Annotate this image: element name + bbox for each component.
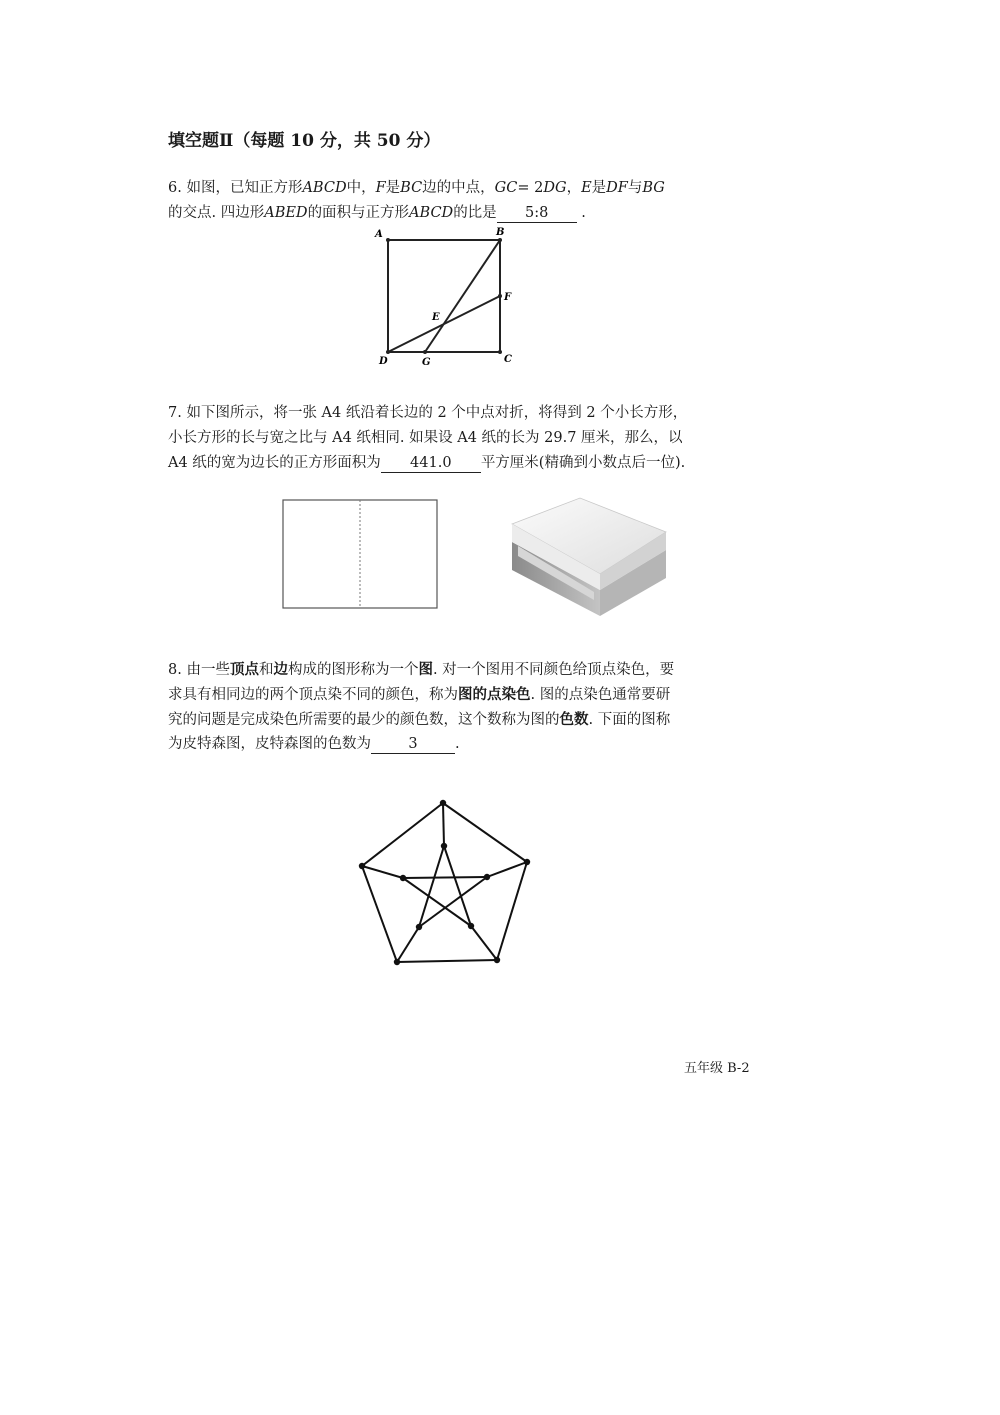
question-number: 8. [168,662,182,678]
edge [419,846,444,927]
vertex [440,800,446,806]
point-b [498,238,502,242]
paper-stack-photo [500,490,680,620]
square-diagram [370,222,520,372]
square-abcd [388,240,500,352]
question-6-line-1: 6. 如图，已知正方形ABCD中，F是BC边的中点，GC= 2DG，E是DF与BG [168,180,665,196]
label-e: E [432,312,440,323]
edge [403,878,471,926]
answer-blank-8[interactable]: 3 [371,735,455,754]
edge [443,803,444,846]
label-b: B [496,227,505,238]
question-7-line-3: A4 纸的宽为边长的正方形面积为 441.0 平方厘米(精确到小数点后一位). [168,455,686,471]
point-g [423,350,427,354]
point-a [386,238,390,242]
label-d: D [379,356,388,367]
page-footer: 五年级 B-2 [684,1061,750,1076]
vertex [400,875,406,881]
edge [362,866,403,878]
segment-bg [425,240,500,352]
edge [487,862,527,877]
vertex [441,843,447,849]
point-d [386,350,390,354]
question-number: 6. [168,180,182,196]
question-6-line-2: 的交点. 四边形ABED的面积与正方形ABCD的比是 5:8 . [168,205,586,221]
vertex [468,923,474,929]
label-a: A [375,229,383,240]
vertex [484,874,490,880]
question-8-line-3: 究的问题是完成染色所需要的最少的颜色数，这个数称为图的色数. 下面的图称 [168,711,671,728]
question-8-line-2: 求具有相同边的两个顶点染不同的颜色，称为图的点染色. 图的点染色通常要研 [168,686,671,703]
answer-blank-6[interactable]: 5:8 [497,204,577,223]
edge [397,927,419,962]
edge [397,960,497,962]
edge [497,862,527,960]
edge [444,846,471,926]
edge [443,803,527,862]
vertex [524,859,530,865]
label-f: F [504,292,512,303]
edge [471,926,497,960]
label-c: C [504,354,512,365]
point-f [498,294,502,298]
question-8-line-1: 8. 由一些顶点和边构成的图形称为一个图. 对一个图用不同颜色给顶点染色，要 [168,661,675,678]
petersen-graph [345,790,545,980]
vertex [394,959,400,965]
edge [403,877,487,878]
edge [362,866,397,962]
question-number: 7. [168,405,182,421]
question-8-line-4: 为皮特森图，皮特森图的色数为 3 . [168,736,460,752]
folded-a4-diagram [275,490,445,620]
vertex [359,863,365,869]
section-title: 填空题Ⅱ（每题 10 分，共 50 分） [168,131,441,151]
point-c [498,350,502,354]
edge [419,877,487,927]
vertex [416,924,422,930]
edge [362,803,443,866]
answer-blank-7[interactable]: 441.0 [381,454,481,473]
question-7-line-2: 小长方形的长与宽之比与 A4 纸相同. 如果设 A4 纸的长为 29.7 厘米，那么，以 [168,430,683,446]
label-g: G [422,357,431,368]
question-7-line-1: 7. 如下图所示，将一张 A4 纸沿着长边的 2 个中点对折，将得到 2 个小长方形， [168,405,688,421]
vertex [494,957,500,963]
